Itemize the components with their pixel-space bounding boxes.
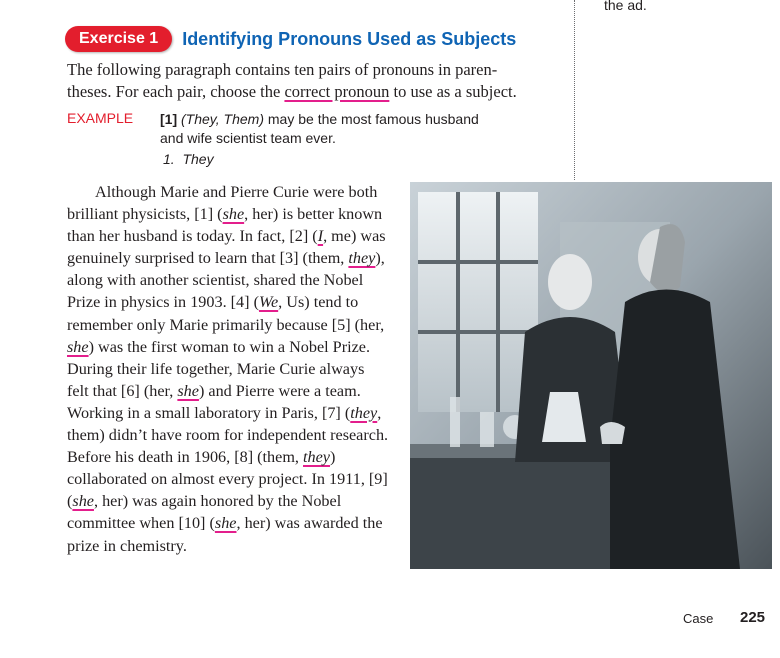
chosen-pronoun: they (348, 249, 376, 268)
paragraph-segment: , Us) tend to remember only Marie primarily because [5] (her, (67, 293, 385, 334)
example-answer-word: They (182, 151, 214, 167)
exercise-badge: Exercise 1 (65, 26, 172, 52)
chosen-pronoun: they (303, 448, 330, 467)
chosen-pronoun: We (258, 293, 279, 312)
chosen-pronoun: she (222, 205, 245, 224)
paragraph-segment: ), along with another scientist, shared the Nobel Prize in physics in 1903. [4] ( (67, 249, 385, 312)
footer-chapter-label: Case (683, 611, 714, 626)
exercise-title: Identifying Pronouns Used as Subjects (182, 28, 517, 49)
page-number: 225 (740, 609, 766, 626)
paragraph-segment: ) collaborated on almost every project. In 1911, [9] ( (67, 448, 388, 511)
intro-underlined: correct pronoun (284, 82, 390, 101)
paragraph-segment: , me) was genuinely surprised to learn that [3] (them, (67, 227, 386, 268)
example-label: EXAMPLE (67, 110, 134, 126)
exercise-paragraph (67, 181, 389, 557)
chosen-pronoun: she (214, 514, 237, 533)
chosen-pronoun: she (72, 492, 94, 511)
paragraph-segment: , them) didn’t have room for independent research. Before his death in 1906, [8] (them, (67, 403, 389, 467)
example-number: [1] (160, 111, 178, 127)
chosen-pronoun: I (317, 227, 324, 246)
column-divider (574, 0, 575, 180)
intro-part2: to use as a subject. (389, 82, 517, 101)
paragraph-segment: ) and Pierre were a team. Working in a small laboratory in Paris, [7] ( (67, 381, 361, 422)
top-note: the ad. (604, 0, 647, 13)
paragraph-segment: ) was the first woman to win a Nobel Prize. During their life together, Marie Curie always felt that [6] (her, (67, 337, 370, 400)
exercise-header (65, 26, 516, 52)
example-pair: (They, Them) (181, 111, 264, 127)
paragraph-segment: Although Marie and Pierre Curie were both brilliant physicists, [1] ( (67, 183, 378, 224)
example-text (160, 110, 500, 148)
intro-text (67, 59, 537, 103)
example-answer (163, 151, 214, 167)
example-answer-num: 1. (163, 151, 175, 167)
paragraph-segment: , her) is better known than her husband is today. In fact, [2] ( (67, 205, 383, 246)
chosen-pronoun: they (350, 403, 378, 422)
example-rest: may be the most famous husband and wife scientist team ever. (160, 111, 479, 146)
chosen-pronoun: she (177, 381, 199, 400)
curie-photo (410, 182, 772, 569)
chosen-pronoun: she (67, 337, 89, 356)
intro-part1: The following paragraph contains ten pairs of pronouns in paren-theses. For each pair, choose the (67, 60, 498, 101)
paragraph-segment: , her) was again honored by the Nobel committee when [10] ( (67, 492, 342, 533)
paragraph-segment: , her) was awarded the prize in chemistry. (67, 514, 383, 555)
